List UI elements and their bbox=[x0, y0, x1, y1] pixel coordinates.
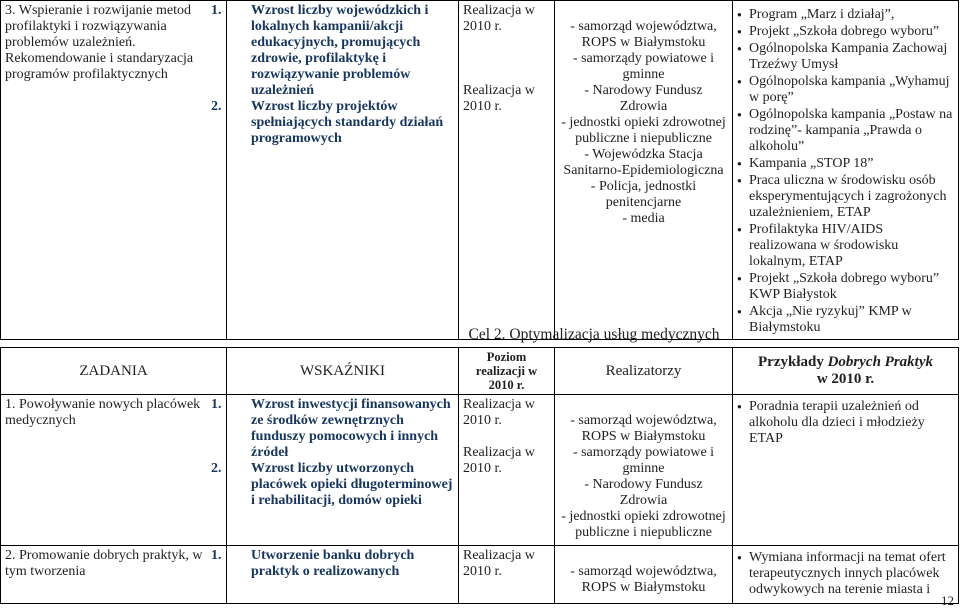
example-item: ● Wymiana informacji na temat ofert terapeutycznych innych placówek odwykowych na terenie miasta i bbox=[737, 550, 954, 598]
example-item: ● Projekt „Szkoła dobrego wyboru” bbox=[737, 24, 954, 40]
header-tasks: ZADANIA bbox=[1, 348, 227, 395]
level-cell bbox=[459, 546, 555, 604]
indicator-2: 2. Wzrost liczby utworzonych placówek opieki długoterminowej i rehabilitacji, domów opieki bbox=[211, 461, 453, 508]
example-item: ● Ogólnopolska Kampania Zachowaj Trzeźwy Umysł bbox=[737, 41, 954, 73]
header-indicators: WSKAŹNIKI bbox=[227, 348, 459, 395]
task-text: 3. Wspieranie i rozwijanie metod profilaktyki i rozwiązywania problemów uzależnień. Rekomendowanie i standaryzacja programów profilaktycznych bbox=[5, 3, 194, 82]
example-item: ● Praca uliczna w środowisku osób eksperymentujących i zagrożonych uzależnieniem, ETAP bbox=[737, 173, 954, 221]
indicator-1: 1. Wzrost inwestycji finansowanych ze środków zewnętrznych funduszy pomocowych i innych źródeł bbox=[211, 397, 451, 460]
level-text-2: Realizacja w 2010 r. bbox=[463, 83, 535, 114]
level-cell bbox=[459, 395, 555, 546]
indicator-2: 2. Wzrost liczby projektów spełniających standardy działań programowych bbox=[211, 99, 444, 146]
level-text-1: Realizacja w 2010 r. bbox=[463, 3, 535, 34]
indicators-cell bbox=[211, 1, 459, 340]
implementers-text: - samorząd województwa, ROPS w Białymstoku - samorządy powiatowe i gminne - Narodowy Fundusz Zdrowia - jednostki opieki zdrowotnej publiczne i niepubliczne bbox=[561, 413, 726, 540]
implementers-cell bbox=[555, 395, 733, 546]
example-item: ● Poradnia terapii uzależnień od alkoholu dla dzieci i młodzieży ETAP bbox=[737, 399, 954, 447]
header-level: Poziom realizacji w 2010 r. bbox=[459, 348, 555, 395]
task-cell bbox=[1, 546, 227, 604]
level-text-2: Realizacja w 2010 r. bbox=[463, 445, 535, 476]
examples-cell bbox=[733, 395, 959, 546]
header-implementers: Realizatorzy bbox=[555, 348, 733, 395]
example-item: ● Ogólnopolska kampania „Postaw na rodzinę”- kampania „Prawda o alkoholu” bbox=[737, 107, 954, 155]
header-examples: Przykłady Dobrych Praktyk w 2010 r. bbox=[733, 348, 959, 395]
indicators-cell bbox=[211, 395, 459, 546]
implementers-cell bbox=[555, 1, 733, 340]
example-item: ● Kampania „STOP 18” bbox=[737, 156, 954, 172]
example-item: ● Profilaktyka HIV/AIDS realizowana w środowisku lokalnym, ETAP bbox=[737, 222, 954, 270]
example-item: ● Program „Marz i działaj”, bbox=[737, 7, 954, 23]
page-number: 12 bbox=[941, 593, 954, 608]
implementers-cell bbox=[555, 546, 733, 604]
level-cell bbox=[459, 1, 555, 340]
implementers-text: - samorząd województwa, ROPS w Białymstoku - samorządy powiatowe i gminne - Narodowy Fundusz Zdrowia - jednostki opieki zdrowotnej publiczne i niepubliczne - Wojewódzka Stacja Sanitarno-Epidemiologiczna - Policja, jednostki penitencjarne - media bbox=[561, 19, 726, 226]
goal-2-table bbox=[0, 347, 959, 604]
implementers-text: - samorząd województwa, ROPS w Białymstoku bbox=[570, 564, 717, 595]
indicator-1: 1. Wzrost liczby wojewódzkich i lokalnych kampanii/akcji edukacyjnych, promujących zdrowie, profilaktykę i rozwiązywanie problemów uzależnień bbox=[211, 3, 429, 98]
example-item: ● Akcja „Nie ryzykuj” KMP w Białymstoku bbox=[737, 304, 954, 336]
level-text-1: Realizacja w 2010 r. bbox=[463, 548, 535, 579]
indicators-cell bbox=[211, 546, 459, 604]
task-text: 2. Promowanie dobrych praktyk, w tym tworzenia bbox=[5, 548, 203, 579]
task-cell bbox=[1, 395, 227, 546]
examples-cell bbox=[733, 1, 959, 340]
examples-cell bbox=[733, 546, 959, 604]
goal-title: Cel 2. Optymalizacja usług medycznych bbox=[468, 326, 720, 343]
example-item: ● Projekt „Szkoła dobrego wyboru” KWP Białystok bbox=[737, 271, 954, 303]
example-item: ● Ogólnopolska kampania „Wyhamuj w porę” bbox=[737, 74, 954, 106]
task-text: 1. Powoływanie nowych placówek medycznych bbox=[5, 397, 201, 428]
task-cell bbox=[1, 1, 227, 340]
level-text-1: Realizacja w 2010 r. bbox=[463, 397, 535, 428]
indicator-1: 1. Utworzenie banku dobrych praktyk o realizowanych bbox=[211, 548, 415, 579]
